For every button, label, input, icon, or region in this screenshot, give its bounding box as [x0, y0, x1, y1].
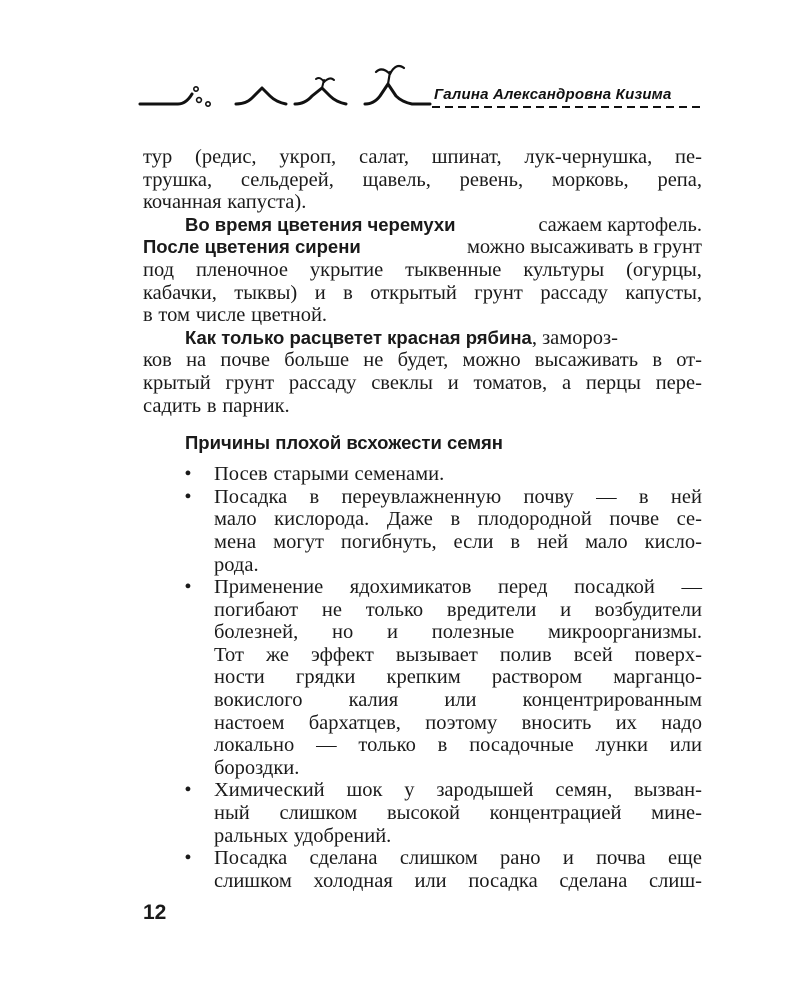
text-line: Химический шок у зародышей семян, вызван-	[214, 779, 702, 802]
bold-phrase: Как только расцветет красная рябина	[185, 326, 532, 348]
text-line: Применение ядохимикатов перед посадкой —	[214, 576, 702, 599]
list-item	[143, 576, 702, 779]
text-line: кочанная капуста).	[143, 191, 307, 214]
text-line: в том числе цветной.	[143, 304, 328, 327]
text-line: мало кислорода. Даже в плодородной почве се-	[214, 508, 702, 531]
bullet-icon: •	[184, 779, 192, 802]
text-line: настоем бархатцев, поэтому вносить их надо	[214, 711, 702, 734]
text-line: мена могут погибнуть, если в ней мало кисло-	[214, 530, 702, 553]
text-line: слишком холодная или посадка сделана слиш-	[214, 869, 702, 892]
text-line: Посадка в переувлажненную почву — в ней	[214, 485, 702, 508]
bullet-icon: •	[184, 463, 192, 486]
text-line: Посев старыми семенами.	[214, 463, 445, 486]
text-line: под пленочное укрытие тыквенные культуры (огурцы,	[143, 258, 702, 281]
text-line: Во время цветения черемухи сажаем картофель.	[185, 213, 702, 236]
text-line: Посадка сделана слишком рано и почва еще	[214, 847, 702, 870]
text-line: бороздки.	[214, 756, 300, 779]
section-heading: Причины плохой всхожести семян	[185, 432, 503, 454]
text-line: садить в парник.	[143, 394, 290, 417]
text-line: ный слишком высокой концентрацией мине-	[214, 802, 702, 825]
bullet-list	[143, 463, 702, 892]
paragraph	[143, 327, 702, 417]
text-line: вокислого калия или концентрированным	[214, 689, 702, 712]
page-content	[143, 146, 702, 892]
page-number: 12	[143, 901, 167, 924]
text-line: Тот же эффект вызывает полив всей поверх-	[214, 643, 702, 666]
text-line: трушка, сельдерей, щавель, ревень, морковь, репа,	[143, 168, 702, 191]
text-line: погибают не только вредители и возбудители	[214, 598, 702, 621]
text-line: тур (редис, укроп, салат, шпинат, лук-чернушка, пе-	[143, 146, 702, 168]
bold-phrase: Во время цветения черемухи	[185, 213, 456, 235]
list-item	[143, 463, 702, 486]
list-item	[143, 847, 702, 892]
text-line: ности грядки крепким раствором марганцо-	[214, 666, 702, 689]
paragraph	[143, 146, 702, 214]
text-line: После цветения сирени можно высаживать в грунт	[143, 236, 702, 259]
text-line: Как только расцветет красная рябина , замороз-	[185, 326, 618, 349]
running-header	[0, 0, 800, 120]
list-item	[143, 486, 702, 576]
sprout-growth-icon	[0, 0, 800, 120]
bold-phrase: После цветения сирени	[143, 236, 361, 258]
bullet-icon: •	[184, 847, 192, 870]
bullet-icon: •	[184, 485, 192, 508]
text-line: рода.	[214, 553, 259, 576]
bullet-icon: •	[184, 576, 192, 599]
text-line: болезней, но и полезные микроорганизмы.	[214, 621, 702, 644]
text-line: кабачки, тыквы) и в открытый грунт рассаду капусты,	[143, 281, 702, 304]
text-line: ков на почве больше не будет, можно высаживать в от-	[143, 349, 702, 372]
list-item	[143, 779, 702, 847]
text-line: ральных удобрений.	[214, 824, 392, 847]
text-line: локально — только в посадочные лунки или	[214, 734, 702, 757]
text-line: крытый грунт рассаду свеклы и томатов, а перцы пере-	[143, 371, 702, 394]
paragraph	[143, 214, 702, 327]
author-name: Галина Александровна Кизима	[434, 86, 672, 103]
